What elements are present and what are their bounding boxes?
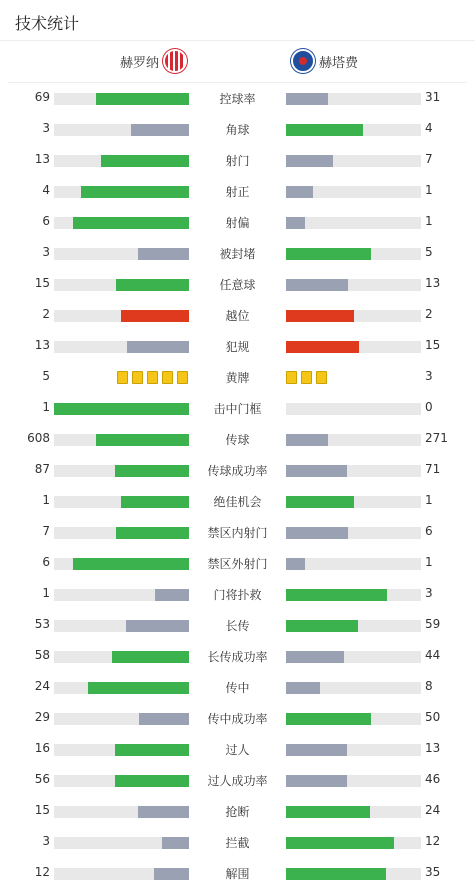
home-stat-bar	[54, 651, 189, 663]
away-stat-fill	[286, 651, 344, 663]
stat-row	[0, 238, 475, 269]
away-stat-fill	[286, 186, 313, 198]
away-stat-fill	[286, 310, 354, 322]
stat-label: 传球	[225, 433, 250, 447]
home-stat-fill	[121, 310, 189, 322]
stat-row	[0, 176, 475, 207]
home-stat-bar	[54, 527, 189, 539]
stat-row	[0, 455, 475, 486]
away-stat-bar	[286, 558, 421, 570]
home-stat-value: 29	[34, 710, 50, 724]
stat-label: 过人	[225, 743, 250, 757]
yellow-card-icon	[316, 371, 327, 384]
home-stat-value: 13	[34, 338, 50, 352]
away-stat-bar	[286, 186, 421, 198]
away-stat-fill	[286, 620, 358, 632]
away-stat-value: 35	[425, 865, 441, 879]
away-stat-fill	[286, 496, 354, 508]
away-stat-fill	[286, 589, 387, 601]
home-stat-fill	[138, 806, 189, 818]
away-stat-value: 6	[425, 524, 433, 538]
stat-label: 射门	[225, 154, 250, 168]
away-stat-fill	[286, 465, 347, 477]
home-stat-value: 16	[34, 741, 50, 755]
away-stat-bar	[286, 527, 421, 539]
stat-label: 解围	[225, 867, 250, 881]
away-stat-value: 0	[425, 400, 433, 414]
away-stat-value: 1	[425, 214, 433, 228]
home-stat-bar	[54, 217, 189, 229]
home-stat-value: 4	[42, 183, 50, 197]
stat-row	[0, 579, 475, 610]
away-stat-fill	[286, 868, 386, 880]
home-stat-value: 3	[42, 834, 50, 848]
home-stat-value: 1	[42, 400, 50, 414]
stat-label: 拦截	[225, 836, 250, 850]
home-stat-fill	[121, 496, 189, 508]
teams-bar	[8, 41, 467, 83]
stat-row	[0, 703, 475, 734]
home-stat-value: 53	[34, 617, 50, 631]
stat-row	[0, 145, 475, 176]
home-stat-value: 1	[42, 493, 50, 507]
yellow-card-icon	[301, 371, 312, 384]
away-stat-fill	[286, 837, 394, 849]
yellow-card-icon	[162, 371, 173, 384]
home-stat-bar	[54, 744, 189, 756]
away-stat-value: 1	[425, 183, 433, 197]
home-stat-value: 3	[42, 245, 50, 259]
away-stat-fill	[286, 434, 328, 446]
away-stat-bar	[286, 465, 421, 477]
yellow-card-icon	[147, 371, 158, 384]
away-stat-bar	[286, 682, 421, 694]
home-stat-bar	[54, 124, 189, 136]
home-stat-value: 7	[42, 524, 50, 538]
away-stat-fill	[286, 775, 347, 787]
stat-label: 越位	[225, 309, 250, 323]
home-stat-fill	[73, 217, 189, 229]
away-stat-bar	[286, 217, 421, 229]
away-stat-fill	[286, 558, 305, 570]
away-stat-value: 59	[425, 617, 441, 631]
home-stat-value: 6	[42, 555, 50, 569]
away-stat-value: 271	[425, 431, 448, 445]
home-stat-fill	[96, 93, 189, 105]
home-stat-fill	[88, 682, 189, 694]
away-stat-value: 1	[425, 555, 433, 569]
stat-row	[0, 858, 475, 889]
away-stat-value: 13	[425, 741, 441, 755]
stat-label: 长传	[225, 619, 250, 633]
home-stat-fill	[155, 589, 189, 601]
stat-row	[0, 765, 475, 796]
home-yellow-cards	[117, 371, 188, 384]
away-stat-fill	[286, 124, 363, 136]
away-stat-value: 24	[425, 803, 441, 817]
home-stat-fill	[112, 651, 189, 663]
away-stat-bar	[286, 744, 421, 756]
stat-row	[0, 486, 475, 517]
away-stat-fill	[286, 217, 305, 229]
away-stat-value: 31	[425, 90, 441, 104]
away-stat-bar	[286, 713, 421, 725]
away-stat-fill	[286, 279, 348, 291]
away-stat-value: 8	[425, 679, 433, 693]
home-stat-fill	[73, 558, 189, 570]
away-stat-bar	[286, 868, 421, 880]
home-stat-fill	[116, 279, 189, 291]
stat-label: 传球成功率	[207, 464, 268, 478]
stat-row	[0, 424, 475, 455]
away-stat-value: 12	[425, 834, 441, 848]
away-stat-fill	[286, 93, 328, 105]
stat-label: 犯规	[225, 340, 250, 354]
home-stat-bar	[54, 310, 189, 322]
away-stat-value: 4	[425, 121, 433, 135]
home-stat-value: 5	[42, 369, 50, 383]
away-stat-fill	[286, 155, 333, 167]
stat-label: 过人成功率	[207, 774, 268, 788]
stat-label: 抢断	[225, 805, 250, 819]
away-stat-fill	[286, 248, 371, 260]
stat-row	[0, 796, 475, 827]
away-stat-fill	[286, 527, 348, 539]
away-stat-bar	[286, 434, 421, 446]
home-stat-bar	[54, 713, 189, 725]
stat-label: 击中门框	[213, 402, 262, 416]
away-stat-value: 71	[425, 462, 441, 476]
away-stat-bar	[286, 775, 421, 787]
stat-label: 控球率	[219, 92, 256, 106]
away-stat-bar	[286, 155, 421, 167]
stat-label: 禁区内射门	[207, 526, 268, 540]
home-stat-bar	[54, 186, 189, 198]
stat-label: 任意球	[219, 278, 256, 292]
home-stat-fill	[138, 248, 189, 260]
stat-label: 传中成功率	[207, 712, 268, 726]
home-stat-bar	[54, 279, 189, 291]
yellow-card-icon	[117, 371, 128, 384]
yellow-card-icon	[286, 371, 297, 384]
home-stat-fill	[115, 465, 189, 477]
home-stat-fill	[162, 837, 189, 849]
home-stat-bar	[54, 558, 189, 570]
home-stat-fill	[154, 868, 189, 880]
stat-label: 门将扑救	[213, 588, 262, 602]
home-stat-fill	[81, 186, 189, 198]
home-team-name: 赫罗纳	[119, 55, 159, 71]
home-stat-fill	[96, 434, 189, 446]
away-stat-bar	[286, 124, 421, 136]
away-stat-value: 3	[425, 586, 433, 600]
home-stat-bar	[54, 589, 189, 601]
away-stat-value: 13	[425, 276, 441, 290]
home-stat-fill	[115, 744, 189, 756]
away-stat-fill	[286, 744, 347, 756]
away-stat-bar	[286, 248, 421, 260]
stat-label: 被封堵	[219, 247, 256, 261]
home-stat-bar	[54, 496, 189, 508]
away-stat-value: 2	[425, 307, 433, 321]
home-stat-bar	[54, 837, 189, 849]
home-stat-fill	[116, 527, 189, 539]
home-stat-value: 15	[34, 803, 50, 817]
stat-label: 绝佳机会	[213, 495, 262, 509]
away-stat-fill	[286, 806, 370, 818]
away-stat-bar	[286, 651, 421, 663]
away-stat-value: 7	[425, 152, 433, 166]
stat-row	[0, 517, 475, 548]
home-team[interactable]	[120, 49, 187, 73]
away-stat-bar	[286, 403, 421, 415]
home-stat-value: 12	[34, 865, 50, 879]
away-stat-value: 3	[425, 369, 433, 383]
home-stat-fill	[131, 124, 189, 136]
home-stat-bar	[54, 682, 189, 694]
home-stat-value: 69	[34, 90, 50, 104]
home-stat-bar	[54, 155, 189, 167]
away-stat-fill	[286, 682, 320, 694]
home-stat-bar	[54, 403, 189, 415]
stats-list	[0, 83, 475, 889]
girona-crest-icon	[163, 49, 187, 73]
home-stat-bar	[54, 93, 189, 105]
stat-row	[0, 672, 475, 703]
away-stat-value: 15	[425, 338, 441, 352]
stats-header	[0, 0, 475, 41]
home-stat-bar	[54, 341, 189, 353]
home-stat-bar	[54, 806, 189, 818]
home-stat-value: 24	[34, 679, 50, 693]
away-stat-bar	[286, 341, 421, 353]
away-stat-bar	[286, 620, 421, 632]
away-stat-fill	[286, 713, 371, 725]
away-stat-bar	[286, 93, 421, 105]
home-stat-value: 56	[34, 772, 50, 786]
away-stat-bar	[286, 496, 421, 508]
home-stat-fill	[115, 775, 189, 787]
stat-label: 黄牌	[225, 371, 250, 385]
home-stat-value: 608	[27, 431, 50, 445]
stat-row	[0, 269, 475, 300]
home-stat-bar	[54, 465, 189, 477]
stat-label: 禁区外射门	[207, 557, 268, 571]
getafe-crest-icon	[291, 49, 315, 73]
home-stat-value: 13	[34, 152, 50, 166]
away-yellow-cards	[286, 371, 327, 384]
stat-row	[0, 300, 475, 331]
stat-row	[0, 114, 475, 145]
away-team[interactable]	[291, 49, 358, 73]
away-stat-value: 50	[425, 710, 441, 724]
yellow-card-icon	[132, 371, 143, 384]
stat-row	[0, 610, 475, 641]
away-stat-bar	[286, 837, 421, 849]
stat-label: 传中	[225, 681, 250, 695]
away-stat-fill	[286, 341, 359, 353]
home-stat-bar	[54, 434, 189, 446]
stat-row	[0, 641, 475, 672]
away-stat-value: 44	[425, 648, 441, 662]
stat-row	[0, 393, 475, 424]
stat-label: 长传成功率	[207, 650, 268, 664]
stat-label: 射正	[225, 185, 250, 199]
away-stat-value: 46	[425, 772, 441, 786]
away-team-name: 赫塔费	[319, 55, 359, 71]
yellow-card-icon	[177, 371, 188, 384]
home-stat-fill	[139, 713, 189, 725]
home-stat-value: 15	[34, 276, 50, 290]
away-stat-bar	[286, 806, 421, 818]
home-stat-bar	[54, 775, 189, 787]
stat-row	[0, 827, 475, 858]
home-stat-bar	[54, 248, 189, 260]
stat-label: 射偏	[225, 216, 250, 230]
home-stat-value: 6	[42, 214, 50, 228]
away-stat-value: 5	[425, 245, 433, 259]
home-stat-value: 87	[34, 462, 50, 476]
home-stat-value: 2	[42, 307, 50, 321]
home-stat-fill	[54, 403, 189, 415]
stat-row	[0, 548, 475, 579]
stat-row	[0, 207, 475, 238]
stat-row	[0, 734, 475, 765]
away-stat-bar	[286, 279, 421, 291]
home-stat-bar	[54, 620, 189, 632]
away-stat-bar	[286, 589, 421, 601]
stat-row	[0, 362, 475, 393]
home-stat-fill	[101, 155, 189, 167]
home-stat-value: 58	[34, 648, 50, 662]
home-stat-fill	[127, 341, 189, 353]
away-stat-value: 1	[425, 493, 433, 507]
home-stat-fill	[126, 620, 189, 632]
home-stat-value: 3	[42, 121, 50, 135]
stat-label: 角球	[225, 123, 250, 137]
page-title: 技术统计	[15, 14, 80, 33]
stat-row	[0, 331, 475, 362]
home-stat-bar	[54, 868, 189, 880]
home-stat-value: 1	[42, 586, 50, 600]
stat-row	[0, 83, 475, 114]
away-stat-bar	[286, 310, 421, 322]
